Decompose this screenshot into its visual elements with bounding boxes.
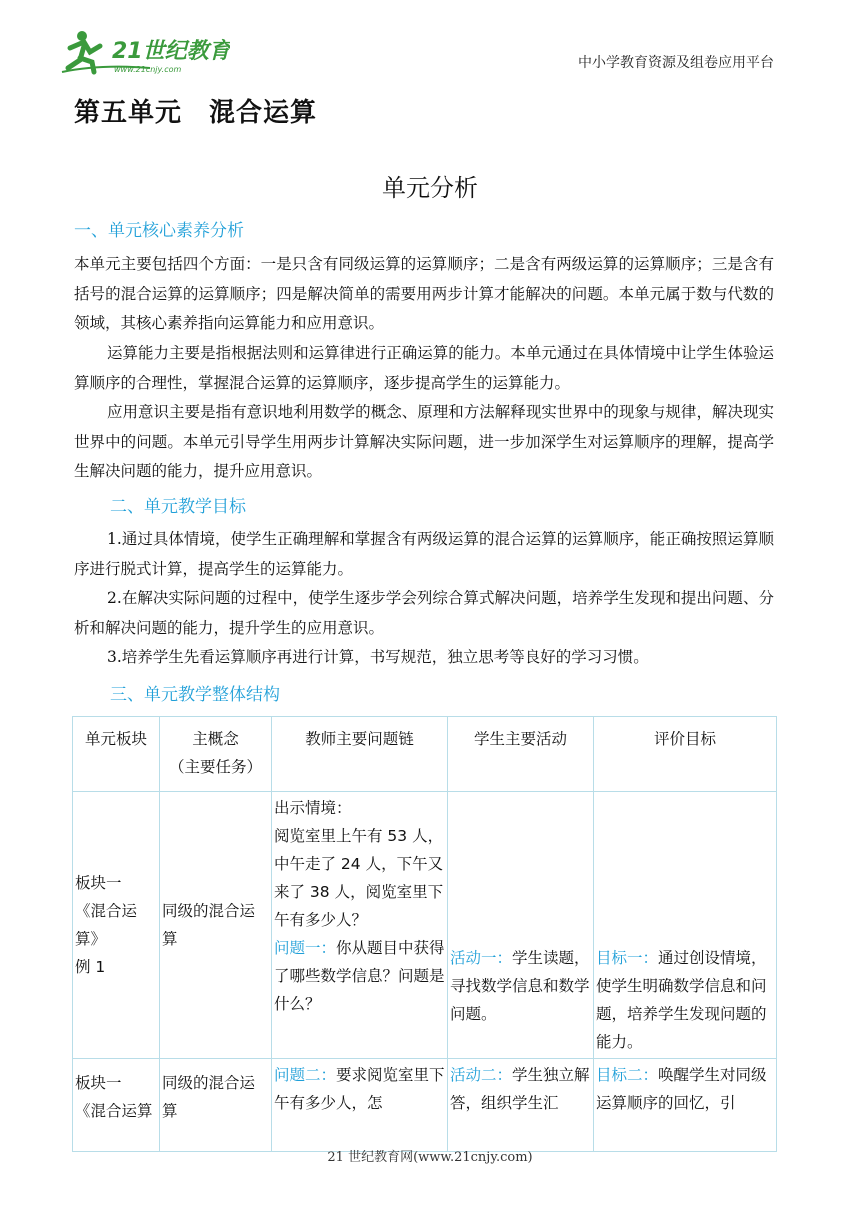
situation-text: 出示情境： 阅览室里上午有 53 人，中午走了 24 人，下午又来了 38 人，阅览室里下午有多少人？ [274, 799, 444, 929]
page-footer: 21 世纪教育网(www.21cnjy.com) [327, 1150, 533, 1165]
block-cell: 板块一 《混合运算》 例 1 [73, 792, 160, 1059]
column-header: 单元板块 [73, 717, 160, 792]
goal-2: 2.在解决实际问题的过程中，使学生逐步学会列综合算式解决问题，培养学生发现和提出问题、分析和解决问题的能力，提升学生的应用意识。 [74, 589, 774, 637]
teacher-question-cell [272, 792, 448, 1059]
goal-label: 目标二： [596, 1066, 659, 1084]
goal-cell: 目标二：唤醒学生对同级运算顺序的回忆，引 [594, 1059, 777, 1152]
question-label: 问题一： [274, 939, 337, 957]
goal-label: 目标一： [596, 949, 659, 967]
column-header: 评价目标 [594, 717, 777, 792]
svg-text:21世纪教育: 21世纪教育 [112, 39, 230, 64]
activity-label: 活动一： [450, 949, 513, 967]
question-label: 问题二： [274, 1066, 337, 1084]
teacher-question-cell: 问题二：要求阅览室里下午有多少人，怎 [272, 1059, 448, 1152]
activity-cell: 活动一：学生读题，寻找数学信息和数学问题。 [448, 792, 594, 1059]
concept-cell: 同级的混合运算 [160, 1059, 272, 1152]
column-header: 教师主要问题链 [272, 717, 448, 792]
activity-label: 活动二： [450, 1066, 513, 1084]
table-row [73, 1059, 777, 1152]
svg-text:www.21cnjy.com: www.21cnjy.com [114, 65, 182, 74]
platform-name: 中小学教育资源及组卷应用平台 [578, 55, 774, 71]
question-one: 问题一：你从题目中获得了哪些数学信息？问题是什么？ [274, 939, 445, 1013]
section1-heading: 一、单元核心素养分析 [74, 221, 244, 241]
goal-3: 3.培养学生先看运算顺序再进行计算，书写规范，独立思考等良好的学习习惯。 [107, 648, 649, 666]
activity-cell: 活动二：学生独立解答，组织学生汇 [448, 1059, 594, 1152]
block-cell: 板块一 《混合运算 [73, 1059, 160, 1152]
unit-structure-table [72, 716, 777, 1152]
table-header-row [73, 717, 777, 792]
runner-logo-icon [60, 28, 230, 76]
concept-cell: 同级的混合运算 [160, 792, 272, 1059]
column-header: 主概念 （主要任务） [160, 717, 272, 792]
table-row [73, 792, 777, 1059]
unit-title: 第五单元 混合运算 [74, 98, 318, 128]
site-logo [60, 28, 230, 76]
section1-paragraph-2: 运算能力主要是指根据法则和运算律进行正确运算的能力。本单元通过在具体情境中让学生体验运算顺序的合理性，掌握混合运算的运算顺序，逐步提高学生的运算能力。 [74, 344, 774, 392]
section1-paragraph-1: 本单元主要包括四个方面：一是只含有同级运算的运算顺序；二是含有两级运算的运算顺序；三是含有括号的混合运算的运算顺序；四是解决简单的需要用两步计算才能解决的问题。本单元属于数与代数的领域，其核心素养指向运算能力和应用意识。 [74, 255, 774, 332]
section1-paragraph-3: 应用意识主要是指有意识地利用数学的概念、原理和方法解释现实世界中的现象与规律，解决现实世界中的问题。本单元引导学生用两步计算解决实际问题，进一步加深学生对运算顺序的理解，提高学生解决问题的能力，提升应用意识。 [74, 403, 774, 480]
column-header: 学生主要活动 [448, 717, 594, 792]
section2-heading: 二、单元教学目标 [110, 497, 246, 517]
unit-subtitle: 单元分析 [382, 174, 478, 202]
section3-heading: 三、单元教学整体结构 [110, 685, 280, 705]
goal-1: 1.通过具体情境，使学生正确理解和掌握含有两级运算的混合运算的运算顺序，能正确按照运算顺序进行脱式计算，提高学生的运算能力。 [74, 530, 774, 578]
goal-cell: 目标一：通过创设情境，使学生明确数学信息和问题，培养学生发现问题的能力。 [594, 792, 777, 1059]
